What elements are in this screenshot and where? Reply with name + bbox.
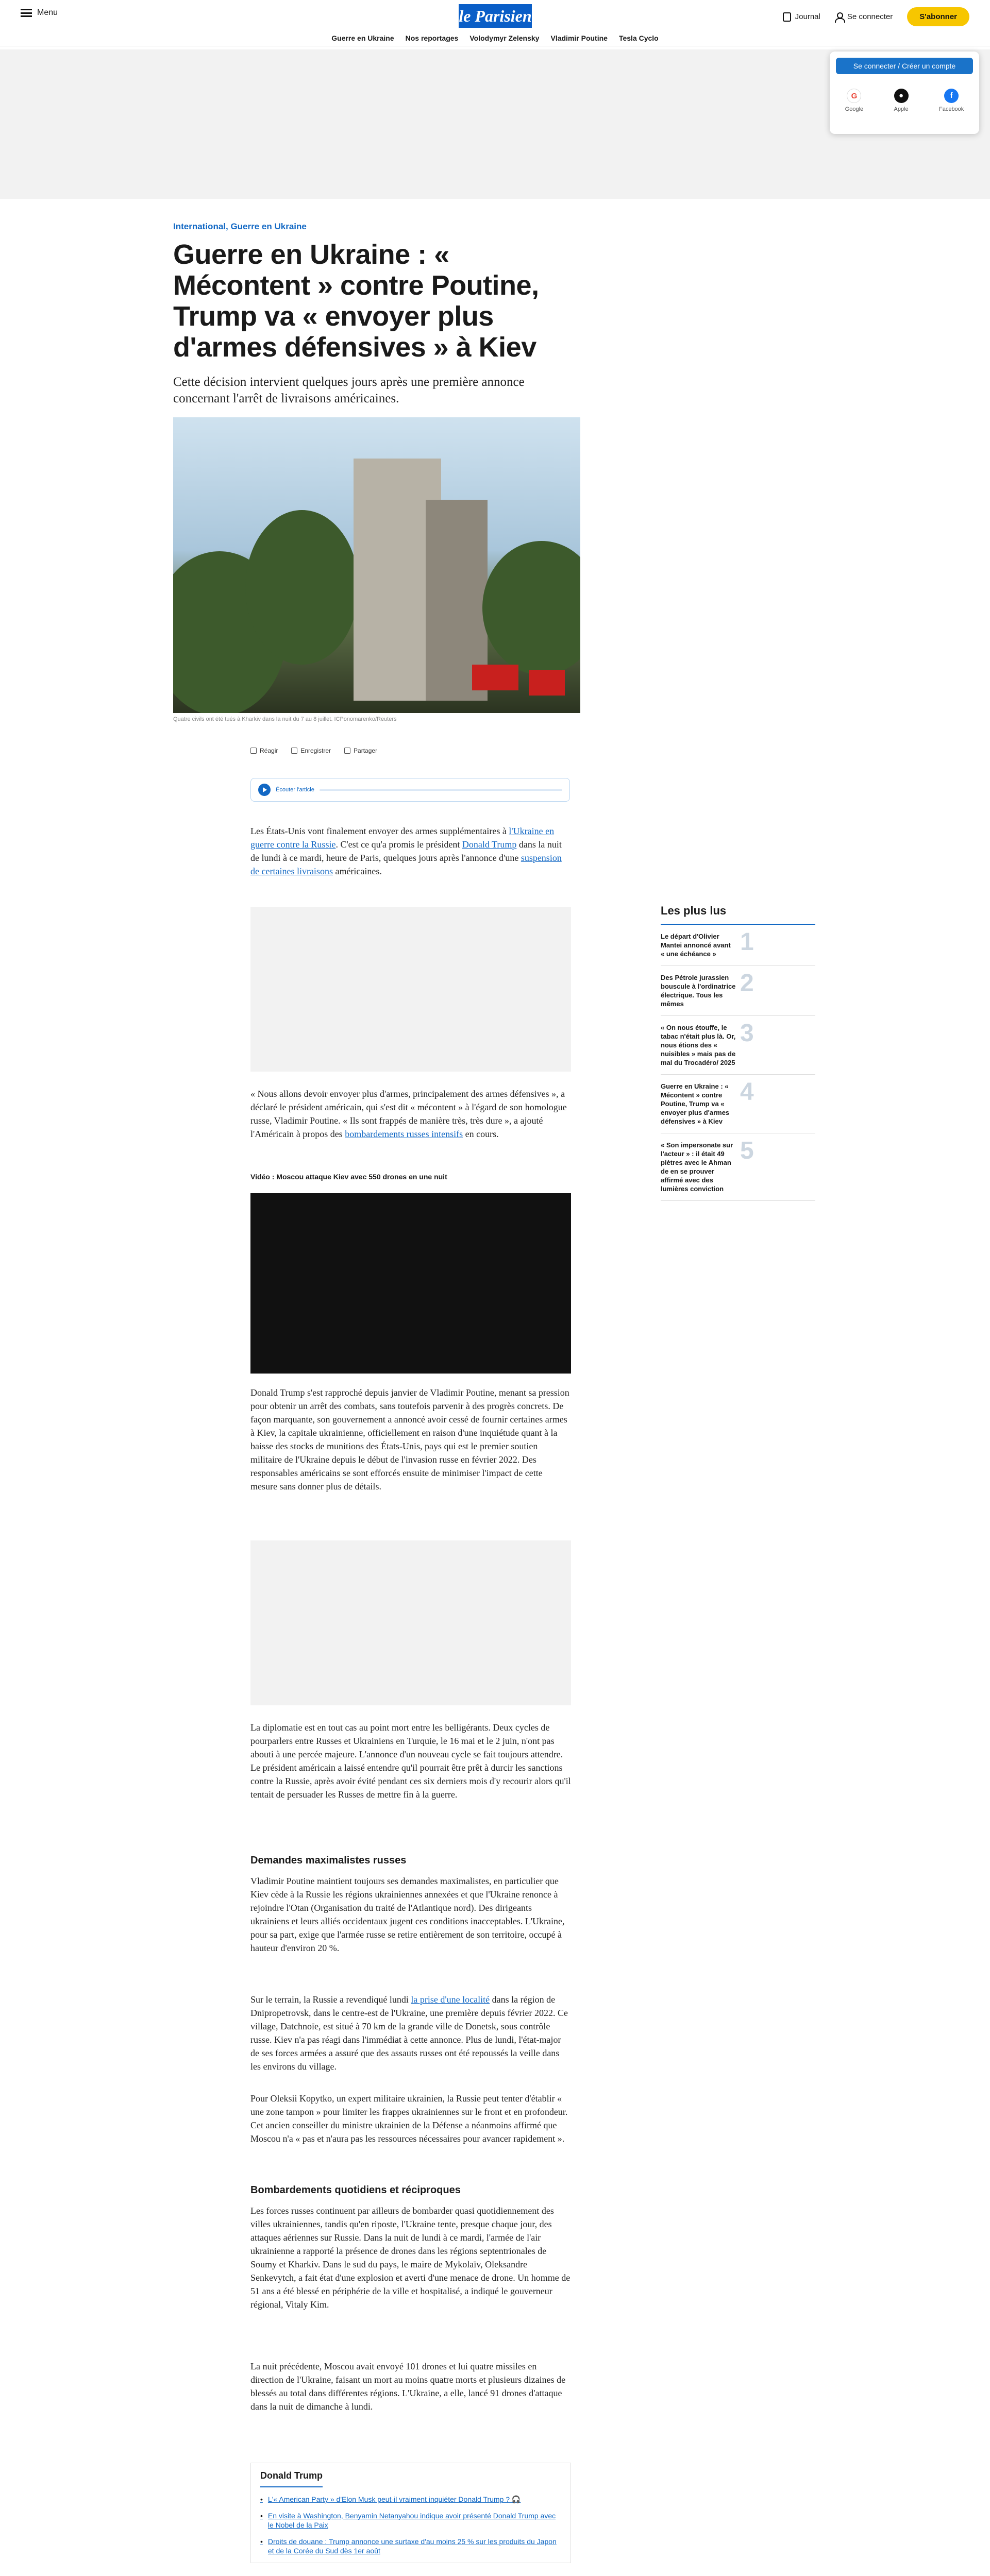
article-lead: Cette décision intervient quelques jours après une première annonce concernant l'arrêt de livraisons américaines. bbox=[173, 375, 525, 405]
most-read-item[interactable]: 3 « On nous étouffe, le tabac n'était plus là. Or, nous étions des « nuisibles » mais pas de mal du Trocadéro/ 2025 bbox=[661, 1016, 815, 1075]
article-header bbox=[173, 222, 580, 436]
related-box bbox=[250, 2463, 571, 2563]
article-paragraph: Les forces russes continuent par ailleurs de bombarder quasi quotidiennement des villes ukrainiennes, tandis qu'en riposte, l'Ukraine tente, presque chaque jour, des attaques aériennes sur Russie. Dans la nuit de lundi à ce mardi, l'armée de l'air ukrainienne a rapporté la présence de drones dans les régions septentrionales de Soumy et Kharkiv. Dans le sud du pays, le maire de Mykolaïv, Oleksandre Senkevytch, a fait état d'une explosion et averti d'une menace de drone. Un homme de 51 ans a été blessé en périphérie de la ville et hospitalisé, a indiqué le gouverneur régional, Vitaly Kim. bbox=[250, 2206, 570, 2310]
nav-item[interactable]: Tesla Cyclo bbox=[618, 34, 659, 42]
play-icon[interactable] bbox=[258, 784, 271, 796]
article-paragraph: « Nous allons devoir envoyer plus d'armes, principalement des armes défensives », a déclaré le président américain, qui s'est dit « mécontent » à l'égard de son homologue russe, Vladimir Poutine. « Ils sont frappés de manière très, très dure », a ajouté l'Américain à propos des bombardements russes intensifs en cours. bbox=[250, 1089, 567, 1139]
journal-link[interactable] bbox=[783, 12, 820, 22]
share-button[interactable] bbox=[344, 747, 377, 754]
apple-label: Apple bbox=[894, 106, 909, 112]
react-label: Réagir bbox=[260, 747, 278, 754]
menu-label: Menu bbox=[37, 8, 58, 17]
login-link[interactable] bbox=[835, 12, 893, 22]
audio-progress[interactable] bbox=[320, 789, 562, 791]
google-login-button[interactable] bbox=[845, 89, 863, 112]
most-read-item[interactable]: 5 « Son impersonate sur l'acteur » : il était 49 piètres avec le Ahman de en se prouver affirmé avec des lumières conviction bbox=[661, 1133, 815, 1201]
google-label: Google bbox=[845, 106, 864, 112]
video-label: Vidéo : Moscou attaque Kiev avec 550 drones en une nuit bbox=[250, 1173, 447, 1181]
inline-link[interactable]: l'Ukraine en guerre contre la Russie bbox=[250, 826, 555, 850]
photo-caption: Quatre civils ont été tués à Kharkiv dans la nuit du 7 au 8 juillet. ICPonomarenko/Reuters bbox=[173, 716, 397, 722]
share-icon bbox=[344, 748, 350, 754]
article-photo bbox=[173, 417, 580, 713]
article-toolbar bbox=[250, 747, 377, 754]
related-link[interactable]: • En visite à Washington, Benyamin Netanyahou indique avoir présenté Donald Trump avec le Nobel de la Paix bbox=[260, 2511, 561, 2530]
audio-label: Écouter l'article bbox=[276, 787, 314, 793]
article-title: Guerre en Ukraine : « Mécontent » contre Poutine, Trump va « envoyer plus d'armes défensives » à Kiev bbox=[173, 239, 539, 363]
inline-link[interactable]: la prise d'une localité bbox=[411, 1994, 490, 2005]
facebook-label: Facebook bbox=[938, 106, 964, 112]
nav-item[interactable]: Vladimir Poutine bbox=[550, 34, 608, 42]
most-read-item[interactable]: 2 Des Pétrole jurassien bouscule à l'ordinatrice électrique. Tous les mêmes bbox=[661, 966, 815, 1016]
share-label: Partager bbox=[354, 747, 378, 754]
audio-player bbox=[250, 778, 570, 802]
journal-icon bbox=[783, 12, 791, 22]
article-paragraph: Donald Trump s'est rapproché depuis janvier de Vladimir Poutine, menant sa pression pour obtenir un arrêt des combats, sans toutefois parvenir à des progrès concrets. De façon marquante, son gouvernement a annoncé avoir cessé de fournir certaines armes à Kiev, la capitale ukrainienne, officiellement en raison d'une inquiétude quant à la baisse des stocks de munitions des États-Unis, pays qui est le premier soutien militaire de l'Ukraine depuis le début de l'invasion russe en février 2022. Des responsables américains se sont efforcés ensuite de minimiser l'impact de cette mesure sans donner plus de détails. bbox=[250, 1387, 569, 1492]
comment-icon bbox=[250, 748, 257, 754]
article-paragraph: Pour Oleksii Kopytko, un expert militaire ukrainien, la Russie peut tenter d'établir « une zone tampon » pour limiter les frappes ukrainiennes sur le front et en profondeur. Cet ancien conseiller du ministre ukrainien de la Défense a néanmoins affirmé que Moscou n'a « pas et n'aura pas les ressources nécessaires pour avancer rapidement ». bbox=[250, 2093, 568, 2144]
save-label: Enregistrer bbox=[300, 747, 331, 754]
article-kicker[interactable]: International, Guerre en Ukraine bbox=[173, 222, 307, 231]
login-popup-title[interactable]: Se connecter / Créer un compte bbox=[836, 58, 973, 74]
article-paragraph: La diplomatie est en tout cas au point mort entre les belligérants. Deux cycles de pourparlers entre Russes et Ukrainiens en Turquie, le 16 mai et le 2 juin, n'ont pas abouti à une percée majeure. L'annonce d'un nouveau cycle se fait toujours attendre. Le président américain a laissé entendre qu'il pourrait être prêt à durcir les sanctions contre la Russie, après avoir évité pendant ces six derniers mois d'y recourir alors qu'il tentait de persuader les Russes de mettre fin à la guerre. bbox=[250, 1722, 571, 1800]
article-paragraph: Vladimir Poutine maintient toujours ses demandes maximalistes, en particulier que Kiev cède à la Russie les régions ukrainiennes annexées et que l'Ukraine renonce à rejoindre l'Otan (Organisation du traité de l'Atlantique nord). Des dirigeants ukrainiens et leurs alliés occidentaux jugent ces conditions inacceptables. L'Ukraine, pour sa part, exige que l'armée russe se retire entièrement de son territoire, occupé à hauteur d'environ 20 %. bbox=[250, 1876, 565, 1953]
user-icon bbox=[835, 12, 843, 22]
most-read-item[interactable]: 1 Le départ d'Olivier Mantei annoncé avant « une échéance » bbox=[661, 925, 815, 966]
nav-item[interactable]: Volodymyr Zelensky bbox=[469, 34, 540, 42]
google-icon: G bbox=[847, 89, 861, 103]
related-link[interactable]: • Droits de douane : Trump annonce une surtaxe d'au moins 25 % sur les produits du Japon et de la Corée du Sud dès 1er août bbox=[260, 2537, 561, 2555]
top-nav bbox=[0, 34, 990, 42]
nav-item[interactable]: Guerre en Ukraine bbox=[331, 34, 394, 42]
article-paragraph: Sur le terrain, la Russie a revendiqué lundi la prise d'une localité dans la région de Dnipropetrovsk, dans le centre-est de l'Ukraine, une première depuis février 2022. Ce village, Datchnoïe, est situé à 70 km de la grande ville de Donetsk, sous contrôle russe. Kiev n'a pas réagi dans l'immédiat à cette annonce. Plus de lundi, l'état-major de ses forces armées a assuré que des assauts russes ont été repoussés la veille dans les environs du village. bbox=[250, 1994, 568, 2072]
apple-login-button[interactable] bbox=[894, 89, 909, 112]
nav-item[interactable]: Nos reportages bbox=[405, 34, 459, 42]
menu-button[interactable] bbox=[21, 8, 58, 18]
inline-link[interactable]: suspension de certaines livraisons bbox=[250, 853, 562, 876]
article-paragraph: La nuit précédente, Moscou avait envoyé 101 drones et lui quatre missiles en direction de l'Ukraine, faisant un mort au moins quatre morts et plusieurs dizaines de blessés au total dans différentes régions. L'Ukraine, a elle, lancé 91 drones d'attaque dans la nuit de dimanche à lundi. bbox=[250, 2361, 566, 2412]
facebook-icon: f bbox=[944, 89, 959, 103]
subscribe-button[interactable]: S'abonner bbox=[907, 7, 969, 26]
article-paragraph: Les États-Unis vont finalement envoyer des armes supplémentaires à l'Ukraine en guerre contre la Russie. C'est ce qu'a promis le président Donald Trump dans la nuit de lundi à ce mardi, heure de Paris, quelques jours après l'annonce d'une suspension de certaines livraisons américaines. bbox=[250, 826, 562, 876]
bookmark-icon bbox=[291, 748, 297, 754]
most-read-item[interactable]: 4 Guerre en Ukraine : « Mécontent » contre Poutine, Trump va « envoyer plus d'armes défensives » à Kiev bbox=[661, 1075, 815, 1133]
site-logo[interactable]: le Parisien bbox=[459, 4, 532, 28]
video-player[interactable] bbox=[250, 1193, 571, 1374]
ad-slot bbox=[250, 907, 571, 1072]
menu-icon bbox=[21, 9, 32, 17]
site-header bbox=[0, 0, 990, 46]
section-title: Bombardements quotidiens et réciproques bbox=[250, 2184, 461, 2196]
most-read-title: Les plus lus bbox=[661, 904, 727, 917]
login-popup bbox=[830, 52, 979, 134]
inline-link[interactable]: bombardements russes intensifs bbox=[345, 1129, 463, 1139]
journal-label: Journal bbox=[795, 12, 820, 21]
login-label: Se connecter bbox=[847, 12, 893, 21]
most-read bbox=[661, 904, 815, 1201]
related-link[interactable]: • L'« American Party » d'Elon Musk peut-il vraiment inquiéter Donald Trump ? 🎧 bbox=[260, 2495, 561, 2504]
inline-link[interactable]: Donald Trump bbox=[462, 839, 517, 850]
save-button[interactable] bbox=[291, 747, 331, 754]
react-button[interactable] bbox=[250, 747, 278, 754]
facebook-login-button[interactable] bbox=[939, 89, 964, 112]
related-title: Donald Trump bbox=[260, 2470, 323, 2487]
section-title: Demandes maximalistes russes bbox=[250, 1855, 407, 1866]
apple-icon: ● bbox=[894, 89, 909, 103]
ad-slot bbox=[250, 1540, 571, 1705]
